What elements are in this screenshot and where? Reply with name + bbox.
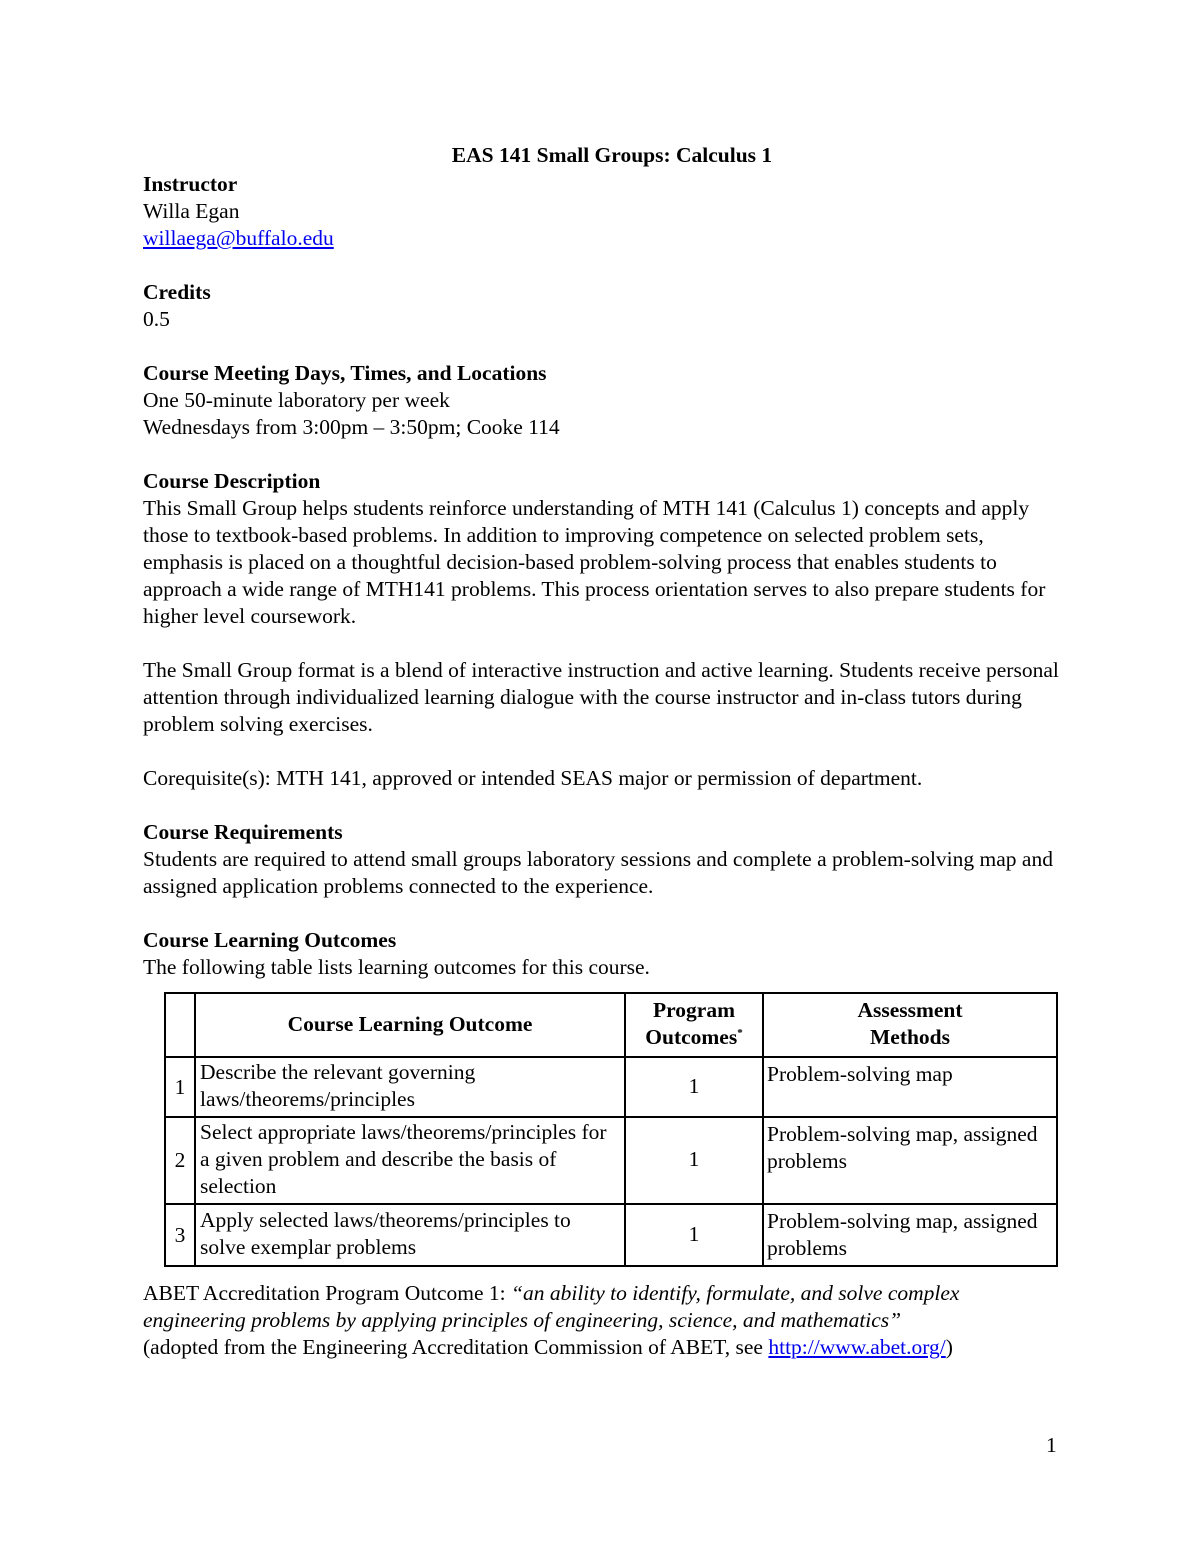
credits-value: 0.5 [143, 307, 170, 331]
row-number: 1 [165, 1057, 195, 1117]
abet-lead: ABET Accreditation Program Outcome 1: [143, 1281, 512, 1305]
row-outcome: Select appropriate laws/theorems/principles for a given problem and describe the basis of selection [195, 1117, 625, 1204]
row-assessment-method: Problem-solving map, assigned problems [763, 1117, 1057, 1204]
abet-website-link[interactable]: http://www.abet.org/ [768, 1335, 946, 1359]
corequisites-text: Corequisite(s): MTH 141, approved or intended SEAS major or permission of department. [143, 766, 923, 790]
page-number: 1 [1046, 1433, 1057, 1457]
spacer [143, 252, 1063, 279]
footnote-marker: * [737, 1026, 743, 1039]
row-outcome: Describe the relevant governing laws/theorems/principles [195, 1057, 625, 1117]
outcomes-heading: Course Learning Outcomes [143, 928, 397, 952]
table-header-assessment [763, 993, 1057, 1057]
row-outcome: Apply selected laws/theorems/principles to solve exemplar problems [195, 1204, 625, 1266]
table-header-assessment-line-2: Methods [869, 1025, 951, 1049]
meeting-line-2: Wednesdays from 3:00pm – 3:50pm; Cooke 114 [143, 415, 560, 439]
learning-outcomes-table [164, 992, 1058, 1267]
abet-quote: “an ability to identify, formulate, and solve complex engineering problems by applying principles of engineering, science, and mathematics” [143, 1281, 960, 1332]
document-page [143, 142, 1063, 1361]
spacer [143, 630, 1063, 657]
row-program-outcome: 1 [625, 1204, 763, 1266]
table-row [165, 1117, 1057, 1204]
abet-source [143, 1334, 1063, 1361]
table-header-program-line-1: Program [653, 998, 735, 1022]
row-program-outcome: 1 [625, 1117, 763, 1204]
table-row [165, 1057, 1057, 1117]
row-number: 2 [165, 1117, 195, 1204]
row-program-outcome: 1 [625, 1057, 763, 1117]
spacer [143, 900, 1063, 927]
spacer [143, 738, 1063, 765]
description-heading: Course Description [143, 469, 321, 493]
requirements-heading: Course Requirements [143, 820, 343, 844]
table-header-program-line-2-wrap [629, 1024, 759, 1051]
description-paragraph-2: The Small Group format is a blend of interactive instruction and active learning. Students receive personal attention through individualized learning dialogue with the course instructor and in-class tutors during problem solving exercises. [143, 658, 1059, 736]
abet-source-suffix: ) [945, 1335, 953, 1359]
document-title: EAS 141 Small Groups: Calculus 1 [451, 143, 773, 167]
meeting-heading: Course Meeting Days, Times, and Locations [143, 361, 547, 385]
outcomes-intro: The following table lists learning outcomes for this course. [143, 955, 650, 979]
spacer [143, 333, 1063, 360]
row-assessment-method: Problem-solving map [763, 1057, 1057, 1117]
instructor-heading: Instructor [143, 172, 238, 196]
credits-heading: Credits [143, 280, 211, 304]
row-number: 3 [165, 1204, 195, 1266]
requirements-text: Students are required to attend small groups laboratory sessions and complete a problem-solving map and assigned application problems connected to the experience. [143, 847, 1053, 898]
table-header-row [165, 993, 1057, 1057]
table-row [165, 1204, 1057, 1266]
instructor-name: Willa Egan [143, 199, 240, 223]
abet-statement [143, 1280, 1063, 1334]
table-header-number [165, 993, 195, 1057]
table-header-outcome: Course Learning Outcome [195, 993, 625, 1057]
meeting-line-1: One 50-minute laboratory per week [143, 388, 450, 412]
instructor-email-link[interactable]: willaega@buffalo.edu [143, 226, 334, 250]
spacer [143, 792, 1063, 819]
spacer [143, 441, 1063, 468]
table-header-program [625, 993, 763, 1057]
row-assessment-method: Problem-solving map, assigned problems [763, 1204, 1057, 1266]
table-header-program-line-2: Outcomes [645, 1025, 738, 1049]
abet-source-prefix: (adopted from the Engineering Accreditation Commission of ABET, see [143, 1335, 769, 1359]
table-header-assessment-line-1: Assessment [857, 998, 963, 1022]
description-paragraph-1: This Small Group helps students reinforce understanding of MTH 141 (Calculus 1) concepts and apply those to textbook-based problems. In addition to improving competence on selected problem sets, emphasis is placed on a thoughtful decision-based problem-solving process that enables students to approach a wide range of MTH141 problems. This process orientation serves to also prepare students for higher level coursework. [143, 496, 1046, 628]
